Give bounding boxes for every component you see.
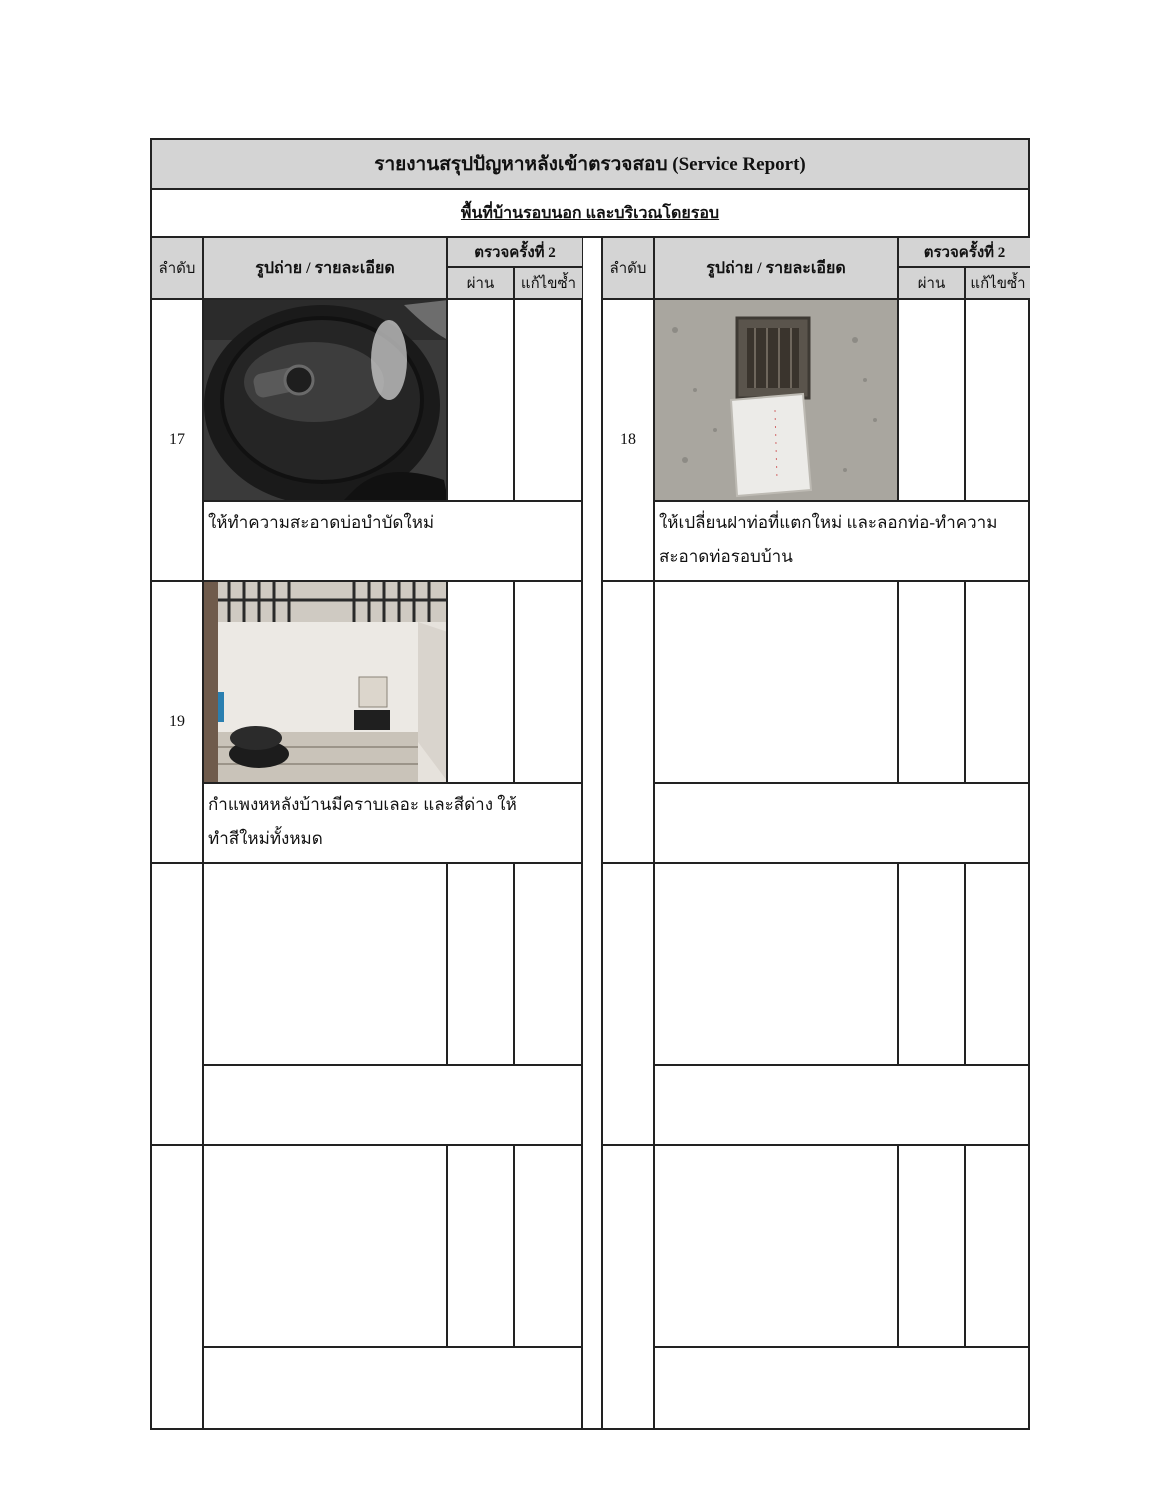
row-description bbox=[204, 1348, 582, 1428]
fix-again-checkbox[interactable] bbox=[515, 300, 582, 502]
photo-placeholder bbox=[655, 1146, 899, 1348]
pass-checkbox[interactable] bbox=[899, 864, 966, 1066]
fix-again-checkbox[interactable] bbox=[966, 1146, 1030, 1348]
septic-tank-photo bbox=[204, 300, 448, 502]
header-check-round: ตรวจครั้งที่ 2 bbox=[448, 238, 582, 268]
row-number: 18 bbox=[603, 300, 655, 580]
table-row bbox=[152, 1146, 582, 1428]
fix-again-checkbox[interactable] bbox=[966, 582, 1030, 784]
header-photo: รูปถ่าย / รายละเอียด bbox=[204, 238, 448, 298]
table-row bbox=[603, 1146, 1030, 1428]
column-spacer bbox=[581, 238, 601, 1430]
pass-checkbox[interactable] bbox=[448, 1146, 515, 1348]
pass-checkbox[interactable] bbox=[448, 864, 515, 1066]
row-number: 19 bbox=[152, 582, 204, 862]
fix-again-checkbox[interactable] bbox=[515, 1146, 582, 1348]
section-title: พื้นที่บ้านรอบนอก และบริเวณโดยรอบ bbox=[152, 190, 1028, 238]
photo-placeholder bbox=[655, 864, 899, 1066]
pass-checkbox[interactable] bbox=[448, 300, 515, 502]
row-number bbox=[603, 582, 655, 862]
row-number bbox=[152, 864, 204, 1144]
row-number bbox=[152, 1146, 204, 1428]
right-table-header bbox=[603, 238, 1030, 300]
header-photo: รูปถ่าย / รายละเอียด bbox=[655, 238, 899, 298]
row-description: ให้ทำความสะอาดบ่อบำบัดใหม่ bbox=[208, 513, 435, 532]
report-title: รายงานสรุปปัญหาหลังเข้าตรวจสอบ (Service Report) bbox=[152, 140, 1028, 190]
row-number: 17 bbox=[152, 300, 204, 580]
back-wall-photo bbox=[204, 582, 448, 784]
pass-checkbox[interactable] bbox=[899, 300, 966, 502]
row-description bbox=[655, 1066, 1030, 1144]
row-description bbox=[655, 1348, 1030, 1428]
fix-again-checkbox[interactable] bbox=[515, 582, 582, 784]
table-row bbox=[603, 582, 1030, 864]
drain-cover-photo bbox=[655, 300, 899, 502]
fix-again-checkbox[interactable] bbox=[515, 864, 582, 1066]
row-description bbox=[204, 1066, 582, 1144]
service-report-sheet bbox=[150, 138, 1030, 1430]
table-row bbox=[603, 864, 1030, 1146]
photo-placeholder bbox=[204, 1146, 448, 1348]
table-row bbox=[152, 864, 582, 1146]
row-number bbox=[603, 864, 655, 1144]
pass-checkbox[interactable] bbox=[899, 1146, 966, 1348]
header-check-round: ตรวจครั้งที่ 2 bbox=[899, 238, 1030, 268]
row-description: กำแพงหหลังบ้านมีคราบเลอะ และสีด่าง ให้ทำสีใหม่ทั้งหมด bbox=[208, 795, 517, 848]
row-description: ให้เปลี่ยนฝาท่อที่แตกใหม่ และลอกท่อ-ทำความสะอาดท่อรอบบ้าน bbox=[659, 513, 998, 566]
left-table bbox=[152, 238, 582, 1430]
header-pass: ผ่าน bbox=[448, 268, 515, 298]
header-no: ลำดับ bbox=[152, 238, 204, 298]
right-table bbox=[601, 238, 1030, 1430]
header-no: ลำดับ bbox=[603, 238, 655, 298]
table-row bbox=[152, 582, 582, 864]
pass-checkbox[interactable] bbox=[448, 582, 515, 784]
pass-checkbox[interactable] bbox=[899, 582, 966, 784]
header-pass: ผ่าน bbox=[899, 268, 966, 298]
table-row bbox=[603, 300, 1030, 582]
photo-placeholder bbox=[655, 582, 899, 784]
table-row bbox=[152, 300, 582, 582]
fix-again-checkbox[interactable] bbox=[966, 300, 1030, 502]
header-fix-again: แก้ไขซ้ำ bbox=[520, 276, 577, 292]
row-description bbox=[655, 784, 1030, 862]
fix-again-checkbox[interactable] bbox=[966, 864, 1030, 1066]
left-table-header bbox=[152, 238, 582, 300]
row-number bbox=[603, 1146, 655, 1428]
photo-placeholder bbox=[204, 864, 448, 1066]
header-fix-again: แก้ไขซ้ำ bbox=[970, 276, 1026, 292]
